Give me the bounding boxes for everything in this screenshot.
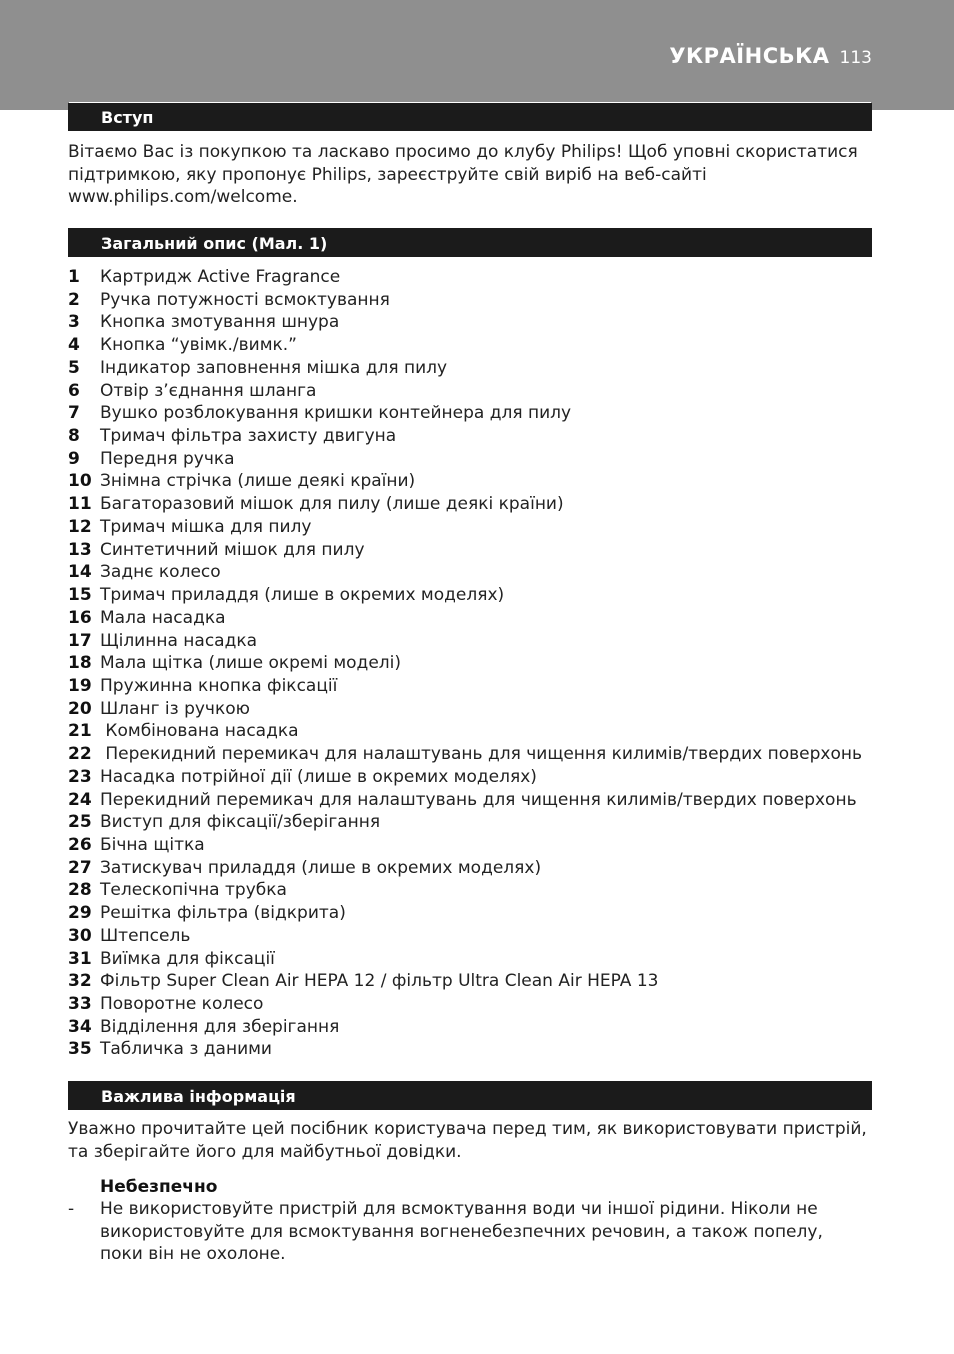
list-item	[68, 720, 868, 743]
list-item	[68, 448, 868, 471]
item-number: 15	[68, 585, 92, 606]
item-number: 3	[68, 312, 80, 333]
list-item	[68, 652, 868, 675]
item-label: Шланг із ручкою	[100, 698, 250, 719]
item-number: 22	[68, 744, 92, 765]
item-label: Перекидний перемикач для налаштувань для чищення килимів/твердих поверхонь	[100, 789, 857, 810]
item-number: 9	[68, 448, 80, 469]
item-number: 13	[68, 539, 92, 560]
item-number: 18	[68, 653, 92, 674]
item-label: Передня ручка	[100, 448, 235, 469]
item-label: Вушко розблокування кришки контейнера для пилу	[100, 403, 572, 424]
item-number: 25	[68, 812, 92, 833]
item-number: 7	[68, 403, 80, 424]
item-number: 31	[68, 948, 92, 969]
list-item	[68, 789, 868, 812]
item-number: 21	[68, 721, 92, 742]
item-label: Затискувач приладдя (лише в окремих моделях)	[100, 857, 542, 878]
list-item	[68, 1016, 868, 1039]
list-item	[68, 834, 868, 857]
item-label: Індикатор заповнення мішка для пилу	[100, 357, 448, 378]
item-label: Поворотне колесо	[100, 994, 264, 1014]
list-item	[68, 607, 868, 630]
list-item	[68, 402, 868, 425]
item-number: 30	[68, 925, 92, 946]
warning-heading: Небезпечно	[100, 1177, 218, 1197]
item-label: Решітка фільтра (відкрита)	[100, 903, 346, 924]
list-item	[68, 425, 868, 448]
item-label: Штепсель	[100, 925, 191, 946]
item-number: 2	[68, 289, 80, 310]
list-item	[68, 630, 868, 653]
item-number: 4	[68, 335, 80, 356]
important-paragraph: Уважно прочитайте цей посібник користувача перед тим, як використовувати пристрій, та зберігайте його для майбутньої довідки.	[68, 1119, 867, 1162]
section-heading-important: Важлива інформація	[68, 1081, 872, 1110]
item-label: Кнопка “увімк./вимк.”	[100, 335, 297, 356]
list-item	[68, 743, 868, 766]
page-number: 113	[839, 48, 872, 68]
item-label: Відділення для зберігання	[100, 1016, 340, 1037]
item-number: 10	[68, 471, 92, 492]
item-label: Табличка з даними	[100, 1039, 272, 1060]
parts-list	[68, 266, 868, 1061]
item-number: 8	[68, 426, 80, 447]
item-number: 28	[68, 880, 92, 901]
list-item	[68, 948, 868, 971]
item-number: 27	[68, 857, 92, 878]
list-item	[68, 516, 868, 539]
item-number: 16	[68, 607, 92, 628]
item-label: Виступ для фіксації/зберігання	[100, 812, 381, 833]
item-label: Знімна стрічка (лише деякі країни)	[100, 471, 416, 492]
item-number: 11	[68, 494, 92, 515]
list-item	[68, 311, 868, 334]
item-label: Заднє колесо	[100, 562, 221, 583]
item-number: 29	[68, 903, 92, 924]
item-number: 17	[68, 630, 92, 651]
item-label: Бічна щітка	[100, 834, 205, 855]
list-item	[68, 925, 868, 948]
item-number: 19	[68, 675, 92, 696]
list-item	[68, 970, 868, 993]
item-number: 24	[68, 789, 92, 810]
item-label: Багаторазовий мішок для пилу (лише деякі країни)	[100, 494, 564, 515]
list-item	[68, 584, 868, 607]
section-heading-intro: Вступ	[68, 102, 872, 131]
list-item	[68, 266, 868, 289]
warning-bullet	[68, 1198, 868, 1266]
intro-paragraph: Вітаємо Вас із покупкою та ласкаво просимо до клубу Philips! Щоб уповні скористатися підтримкою, яку пропонує Philips, зареєструйте свій виріб на веб-сайті www.philips.com/welcome.	[68, 142, 858, 208]
list-item	[68, 289, 868, 312]
bullet-dash: -	[68, 1199, 75, 1219]
section-heading-description: Загальний опис (Мал. 1)	[68, 228, 872, 257]
list-item	[68, 675, 868, 698]
item-label: Тримач фільтра захисту двигуна	[100, 426, 397, 447]
item-label: Пружинна кнопка фіксації	[100, 675, 338, 696]
item-number: 32	[68, 971, 92, 992]
item-label: Тримач мішка для пилу	[100, 516, 312, 537]
list-item	[68, 493, 868, 516]
list-item	[68, 698, 868, 721]
item-number: 12	[68, 516, 92, 537]
warning-text: Не використовуйте пристрій для всмоктування води чи іншої рідини. Ніколи не використовуйте для всмоктування вогненебезпечних речовин, а також попелу, поки він не охолоне.	[100, 1199, 823, 1265]
list-item	[68, 539, 868, 562]
list-item	[68, 334, 868, 357]
item-number: 35	[68, 1039, 92, 1060]
item-number: 1	[68, 267, 80, 287]
item-label: Комбінована насадка	[100, 721, 299, 742]
page-header	[669, 44, 872, 68]
item-number: 34	[68, 1016, 92, 1037]
item-label: Синтетичний мішок для пилу	[100, 539, 365, 560]
item-label: Картридж Active Fragrance	[100, 267, 341, 287]
item-label: Отвір з’єднання шланга	[100, 380, 317, 401]
list-item	[68, 879, 868, 902]
item-number: 5	[68, 357, 80, 378]
list-item	[68, 1038, 868, 1061]
list-item	[68, 561, 868, 584]
item-number: 23	[68, 766, 92, 787]
item-label: Мала щітка (лише окремі моделі)	[100, 653, 401, 674]
item-label: Кнопка змотування шнура	[100, 312, 340, 333]
item-number: 20	[68, 698, 92, 719]
item-number: 6	[68, 380, 80, 401]
item-label: Щілинна насадка	[100, 630, 258, 651]
item-number: 26	[68, 834, 92, 855]
list-item	[68, 993, 868, 1016]
item-label: Ручка потужності всмоктування	[100, 289, 390, 310]
list-item	[68, 357, 868, 380]
list-item	[68, 857, 868, 880]
item-number: 33	[68, 994, 92, 1014]
item-label: Перекидний перемикач для налаштувань для чищення килимів/твердих поверхонь	[100, 744, 862, 765]
item-label: Фільтр Super Clean Air HEPA 12 / фільтр Ultra Clean Air HEPA 13	[100, 971, 659, 992]
item-label: Насадка потрійної дії (лише в окремих моделях)	[100, 766, 537, 787]
item-label: Телескопічна трубка	[100, 880, 287, 901]
item-label: Тримач приладдя (лише в окремих моделях)	[100, 585, 505, 606]
list-item	[68, 811, 868, 834]
list-item	[68, 766, 868, 789]
list-item	[68, 902, 868, 925]
item-label: Мала насадка	[100, 607, 226, 628]
list-item	[68, 470, 868, 493]
list-item	[68, 380, 868, 403]
item-number: 14	[68, 562, 92, 583]
language-title: УКРАЇНСЬКА	[669, 44, 830, 68]
item-label: Виїмка для фіксації	[100, 948, 275, 969]
